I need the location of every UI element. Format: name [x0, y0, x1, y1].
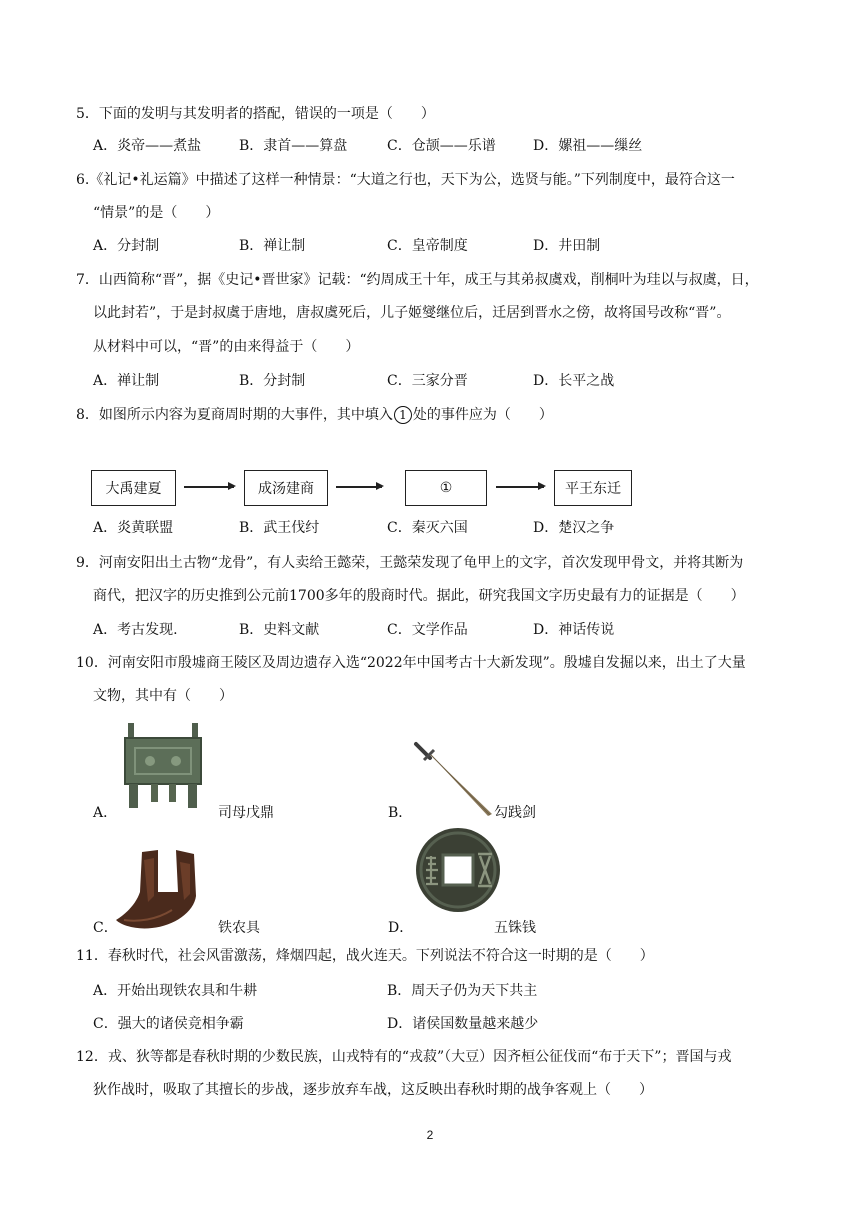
flow-arrow-2: [336, 486, 382, 488]
q6-stem-line1: 6.《礼记•礼运篇》中描述了这样一种情景：“大道之行也，天下为公，选贤与能。”下列制度中，最符合这一: [76, 172, 735, 188]
q11-option-a[interactable]: A．开始出现铁农具和牛耕: [93, 983, 258, 999]
q9-option-d[interactable]: D．神话传说: [533, 622, 615, 638]
q9-option-a[interactable]: A．考古发现.: [93, 622, 178, 638]
q8-stem: [76, 405, 553, 425]
circled-number: 1: [394, 406, 412, 424]
q8-option-a[interactable]: A．炎黄联盟: [93, 520, 174, 536]
q8-option-b[interactable]: B．武王伐纣: [239, 520, 320, 536]
q10-option-a[interactable]: A．: [93, 805, 118, 821]
q6-option-a[interactable]: A．分封制: [93, 238, 160, 254]
q9-stem-line2: 商代，把汉字的历史推到公元前1700多年的殷商时代。据此，研究我国文字历史最有力的证据是（ ）: [93, 588, 745, 604]
q8-option-d[interactable]: D．楚汉之争: [533, 520, 615, 536]
bronze-ding-image: [115, 720, 211, 810]
q7-option-a[interactable]: A．禅让制: [93, 373, 160, 389]
q6-stem-line2: “情景”的是（ ）: [93, 205, 220, 221]
q8-stem-part2: 处的事件应为（ ）: [412, 407, 553, 423]
q11-options-row1: [93, 981, 813, 1001]
q12-stem-line2: 狄作战时，吸取了其擅长的步战，逐步放弃车战，这反映出春秋时期的战争客观上（ ）: [93, 1082, 653, 1098]
q7-stem-line2: 以此封若”，于是封叔虞于唐地，唐叔虞死后，儿子姬燮继位后，迁居到晋水之傍，故将国号改称“晋”。: [93, 305, 731, 321]
q5-option-a[interactable]: A．炎帝——煮盐: [93, 138, 202, 154]
q6-option-d[interactable]: D．井田制: [533, 238, 601, 254]
q11-stem: 11．春秋时代，社会风雷激荡，烽烟四起，战火连天。下列说法不符合这一时期的是（ ）: [76, 948, 654, 964]
q7-option-d[interactable]: D．长平之战: [533, 373, 615, 389]
q9-option-b[interactable]: B．史料文献: [239, 622, 320, 638]
caption-goujian-sword: 勾践剑: [494, 805, 536, 821]
q10-option-d[interactable]: D．: [388, 920, 414, 936]
flow-box-2: 成汤建商: [244, 470, 328, 506]
flow-box-4: 平王东迁: [554, 470, 632, 506]
q5-option-d[interactable]: D．嫘祖——缫丝: [533, 138, 643, 154]
flow-arrow-1: [184, 486, 234, 488]
wuzhu-coin-image: [414, 826, 502, 914]
q10-stem-line1: 10．河南安阳市殷墟商王陵区及周边遗存入选“2022年中国考古十大新发现”。殷墟自发掘以来，出土了大量: [76, 655, 746, 671]
q10-stem-line2: 文物，其中有（ ）: [93, 688, 233, 704]
flow-box-1: 大禹建夏: [91, 470, 176, 506]
iron-tool-image: [114, 848, 218, 934]
q11-option-b[interactable]: B．周天子仍为天下共主: [387, 983, 538, 999]
caption-iron-tool: 铁农具: [218, 920, 260, 936]
q8-option-c[interactable]: C．秦灭六国: [387, 520, 468, 536]
q6-options: [93, 236, 813, 256]
q11-option-c[interactable]: C．强大的诸侯竞相争霸: [93, 1016, 244, 1032]
q5-option-c[interactable]: C．仓颉——乐谱: [387, 138, 496, 154]
q5-stem: 5．下面的发明与其发明者的搭配，错误的一项是（ ）: [76, 106, 435, 122]
caption-simuwu-ding: 司母戊鼎: [218, 805, 274, 821]
q9-stem-line1: 9．河南安阳出土古物“龙骨”，有人卖给王懿荣，王懿荣发现了龟甲上的文字，首次发现甲骨文，并将其断为: [76, 555, 744, 571]
q8-options: [93, 518, 813, 538]
q11-option-d[interactable]: D．诸侯国数量越来越少: [387, 1016, 539, 1032]
flow-box-3: ①: [405, 470, 487, 506]
q11-options-row2: [93, 1014, 813, 1034]
q7-stem-line3: 从材料中可以，“晋”的由来得益于（ ）: [93, 339, 360, 355]
q10-option-b[interactable]: B．: [388, 805, 413, 821]
caption-wuzhu-coin: 五铢钱: [494, 920, 536, 936]
page-number: 2: [426, 1128, 434, 1142]
q10-option-c[interactable]: C．: [93, 920, 118, 936]
bronze-sword-image: [410, 738, 496, 818]
q6-option-b[interactable]: B．禅让制: [239, 238, 306, 254]
q5-option-b[interactable]: B．隶首——算盘: [239, 138, 348, 154]
q7-stem-line1: 7．山西简称“晋”，据《史记•晋世家》记载：“约周成王十年，成王与其弟叔虞戏，削桐叶为珪以与叔虞，日，: [76, 272, 759, 288]
q9-option-c[interactable]: C．文学作品: [387, 622, 468, 638]
q5-options: [93, 136, 813, 156]
q6-option-c[interactable]: C．皇帝制度: [387, 238, 468, 254]
q7-option-b[interactable]: B．分封制: [239, 373, 306, 389]
q9-options: [93, 620, 813, 640]
flow-arrow-3: [496, 486, 544, 488]
q12-stem-line1: 12．戎、狄等都是春秋时期的少数民族，山戎特有的“戎菽”（大豆）因齐桓公征伐而“布于天下”；晋国与戎: [76, 1049, 732, 1065]
q7-options: [93, 371, 813, 391]
q7-option-c[interactable]: C．三家分晋: [387, 373, 468, 389]
q8-stem-part1: 8．如图所示内容为夏商周时期的大事件，其中填入: [76, 407, 393, 423]
